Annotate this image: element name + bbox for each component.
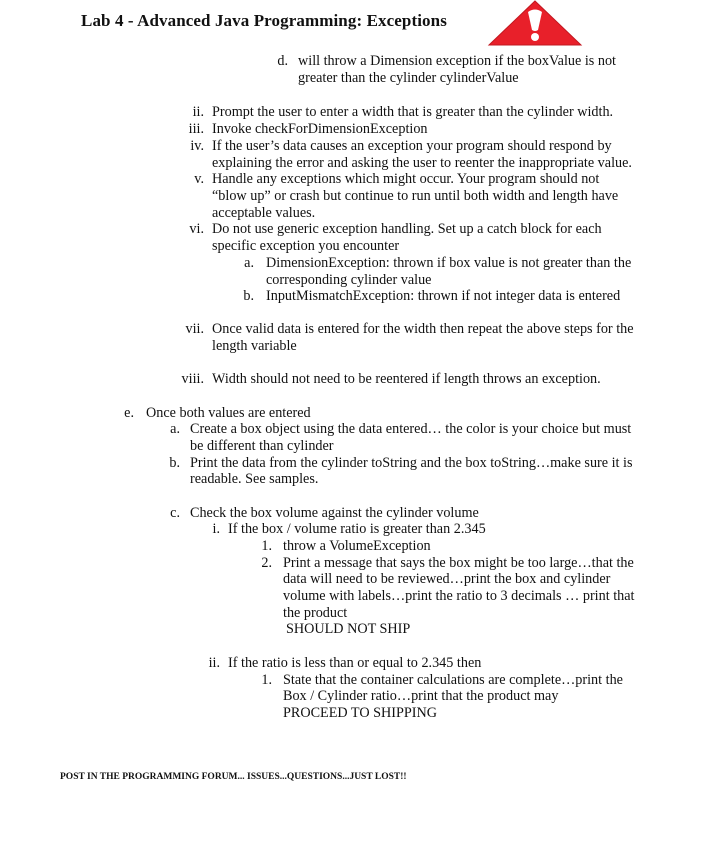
c-ii-item-1-line-2: Box / Cylinder ratio…print that the product may (283, 688, 559, 704)
e-sub-b-marker: b. (169, 455, 180, 471)
step-ii-marker: ii. (192, 104, 204, 120)
step-viii-line: Width should not need to be reentered if length throws an exception. (212, 371, 601, 387)
c-ii-marker: ii. (208, 655, 220, 671)
exception-a-line-2: corresponding cylinder value (266, 272, 432, 288)
item-e-marker: e. (124, 405, 134, 421)
step-v-line-1: Handle any exceptions which might occur. Your program should not (212, 171, 600, 187)
exception-a-line-1: DimensionException: thrown if box value is not greater than the (266, 255, 632, 271)
exception-a-marker: a. (244, 255, 254, 271)
c-ii-item-1-line-1: State that the container calculations are complete…print the (283, 672, 623, 688)
c-i-item-1-marker: 1. (261, 538, 272, 554)
step-viii-marker: viii. (181, 371, 204, 387)
c-i-item-1-line: throw a VolumeException (283, 538, 431, 554)
step-vii-line-2: length variable (212, 338, 297, 354)
c-i-item-2-line-4: the product (283, 605, 348, 621)
step-vii-marker: vii. (185, 321, 204, 337)
e-sub-c-marker: c. (170, 505, 180, 521)
c-ii-line: If the ratio is less than or equal to 2.345 then (228, 655, 482, 671)
c-i-item-2-line-5: SHOULD NOT SHIP (286, 621, 411, 637)
exception-b-line: InputMismatchException: thrown if not integer data is entered (266, 288, 621, 304)
e-sub-a-line-1: Create a box object using the data entered… the color is your choice but must (190, 421, 632, 437)
c-i-item-2-line-2: data will need to be reviewed…print the box and cylinder (283, 571, 611, 587)
e-sub-c-line: Check the box volume against the cylinder volume (190, 505, 479, 521)
e-sub-a-marker: a. (170, 421, 180, 437)
e-sub-b-line-2: readable. See samples. (190, 471, 319, 487)
exclamation-dot (531, 33, 539, 41)
footer-note: POST IN THE PROGRAMMING FORUM... ISSUES...QUESTIONS...JUST LOST!! (60, 772, 407, 782)
c-i-item-2-marker: 2. (261, 555, 272, 571)
step-iv-line-1: If the user’s data causes an exception your program should respond by (212, 138, 612, 154)
warning-icon (487, 0, 583, 46)
step-vi-line-1: Do not use generic exception handling. Set up a catch block for each (212, 221, 602, 237)
step-vii-line-1: Once valid data is entered for the width then repeat the above steps for the (212, 321, 634, 337)
step-v-line-2: “blow up” or crash but continue to run until both width and length have (212, 188, 619, 204)
c-ii-item-1-line-3: PROCEED TO SHIPPING (283, 705, 437, 721)
c-i-line: If the box / volume ratio is greater than 2.345 (228, 521, 486, 537)
step-iv-marker: iv. (190, 138, 204, 154)
step-ii-line: Prompt the user to enter a width that is greater than the cylinder width. (212, 104, 614, 120)
exception-b-marker: b. (243, 288, 254, 304)
step-iii-line: Invoke checkForDimensionException (212, 121, 428, 137)
item-d-marker: d. (277, 53, 288, 69)
c-i-marker: i. (212, 521, 220, 537)
c-ii-item-1-marker: 1. (261, 672, 272, 688)
step-v-marker: v. (194, 171, 204, 187)
page-title: Lab 4 - Advanced Java Programming: Exceptions (81, 11, 447, 30)
step-iii-marker: iii. (188, 121, 204, 137)
c-i-item-2-line-3: volume with labels…print the ratio to 3 decimals … print that (283, 588, 635, 604)
item-d-line-2: greater than the cylinder cylinderValue (298, 70, 519, 86)
e-sub-a-line-2: be different than cylinder (190, 438, 334, 454)
step-vi-line-2: specific exception you encounter (212, 238, 400, 254)
c-i-item-2-line-1: Print a message that says the box might be too large…that the (283, 555, 634, 571)
step-iv-line-2: explaining the error and asking the user to reenter the inappropriate value. (212, 155, 632, 171)
step-v-line-3: acceptable values. (212, 205, 316, 221)
item-e-line: Once both values are entered (146, 405, 311, 421)
step-vi-marker: vi. (189, 221, 204, 237)
e-sub-b-line-1: Print the data from the cylinder toString and the box toString…make sure it is (190, 455, 633, 471)
item-d-line-1: will throw a Dimension exception if the boxValue is not (298, 53, 616, 69)
